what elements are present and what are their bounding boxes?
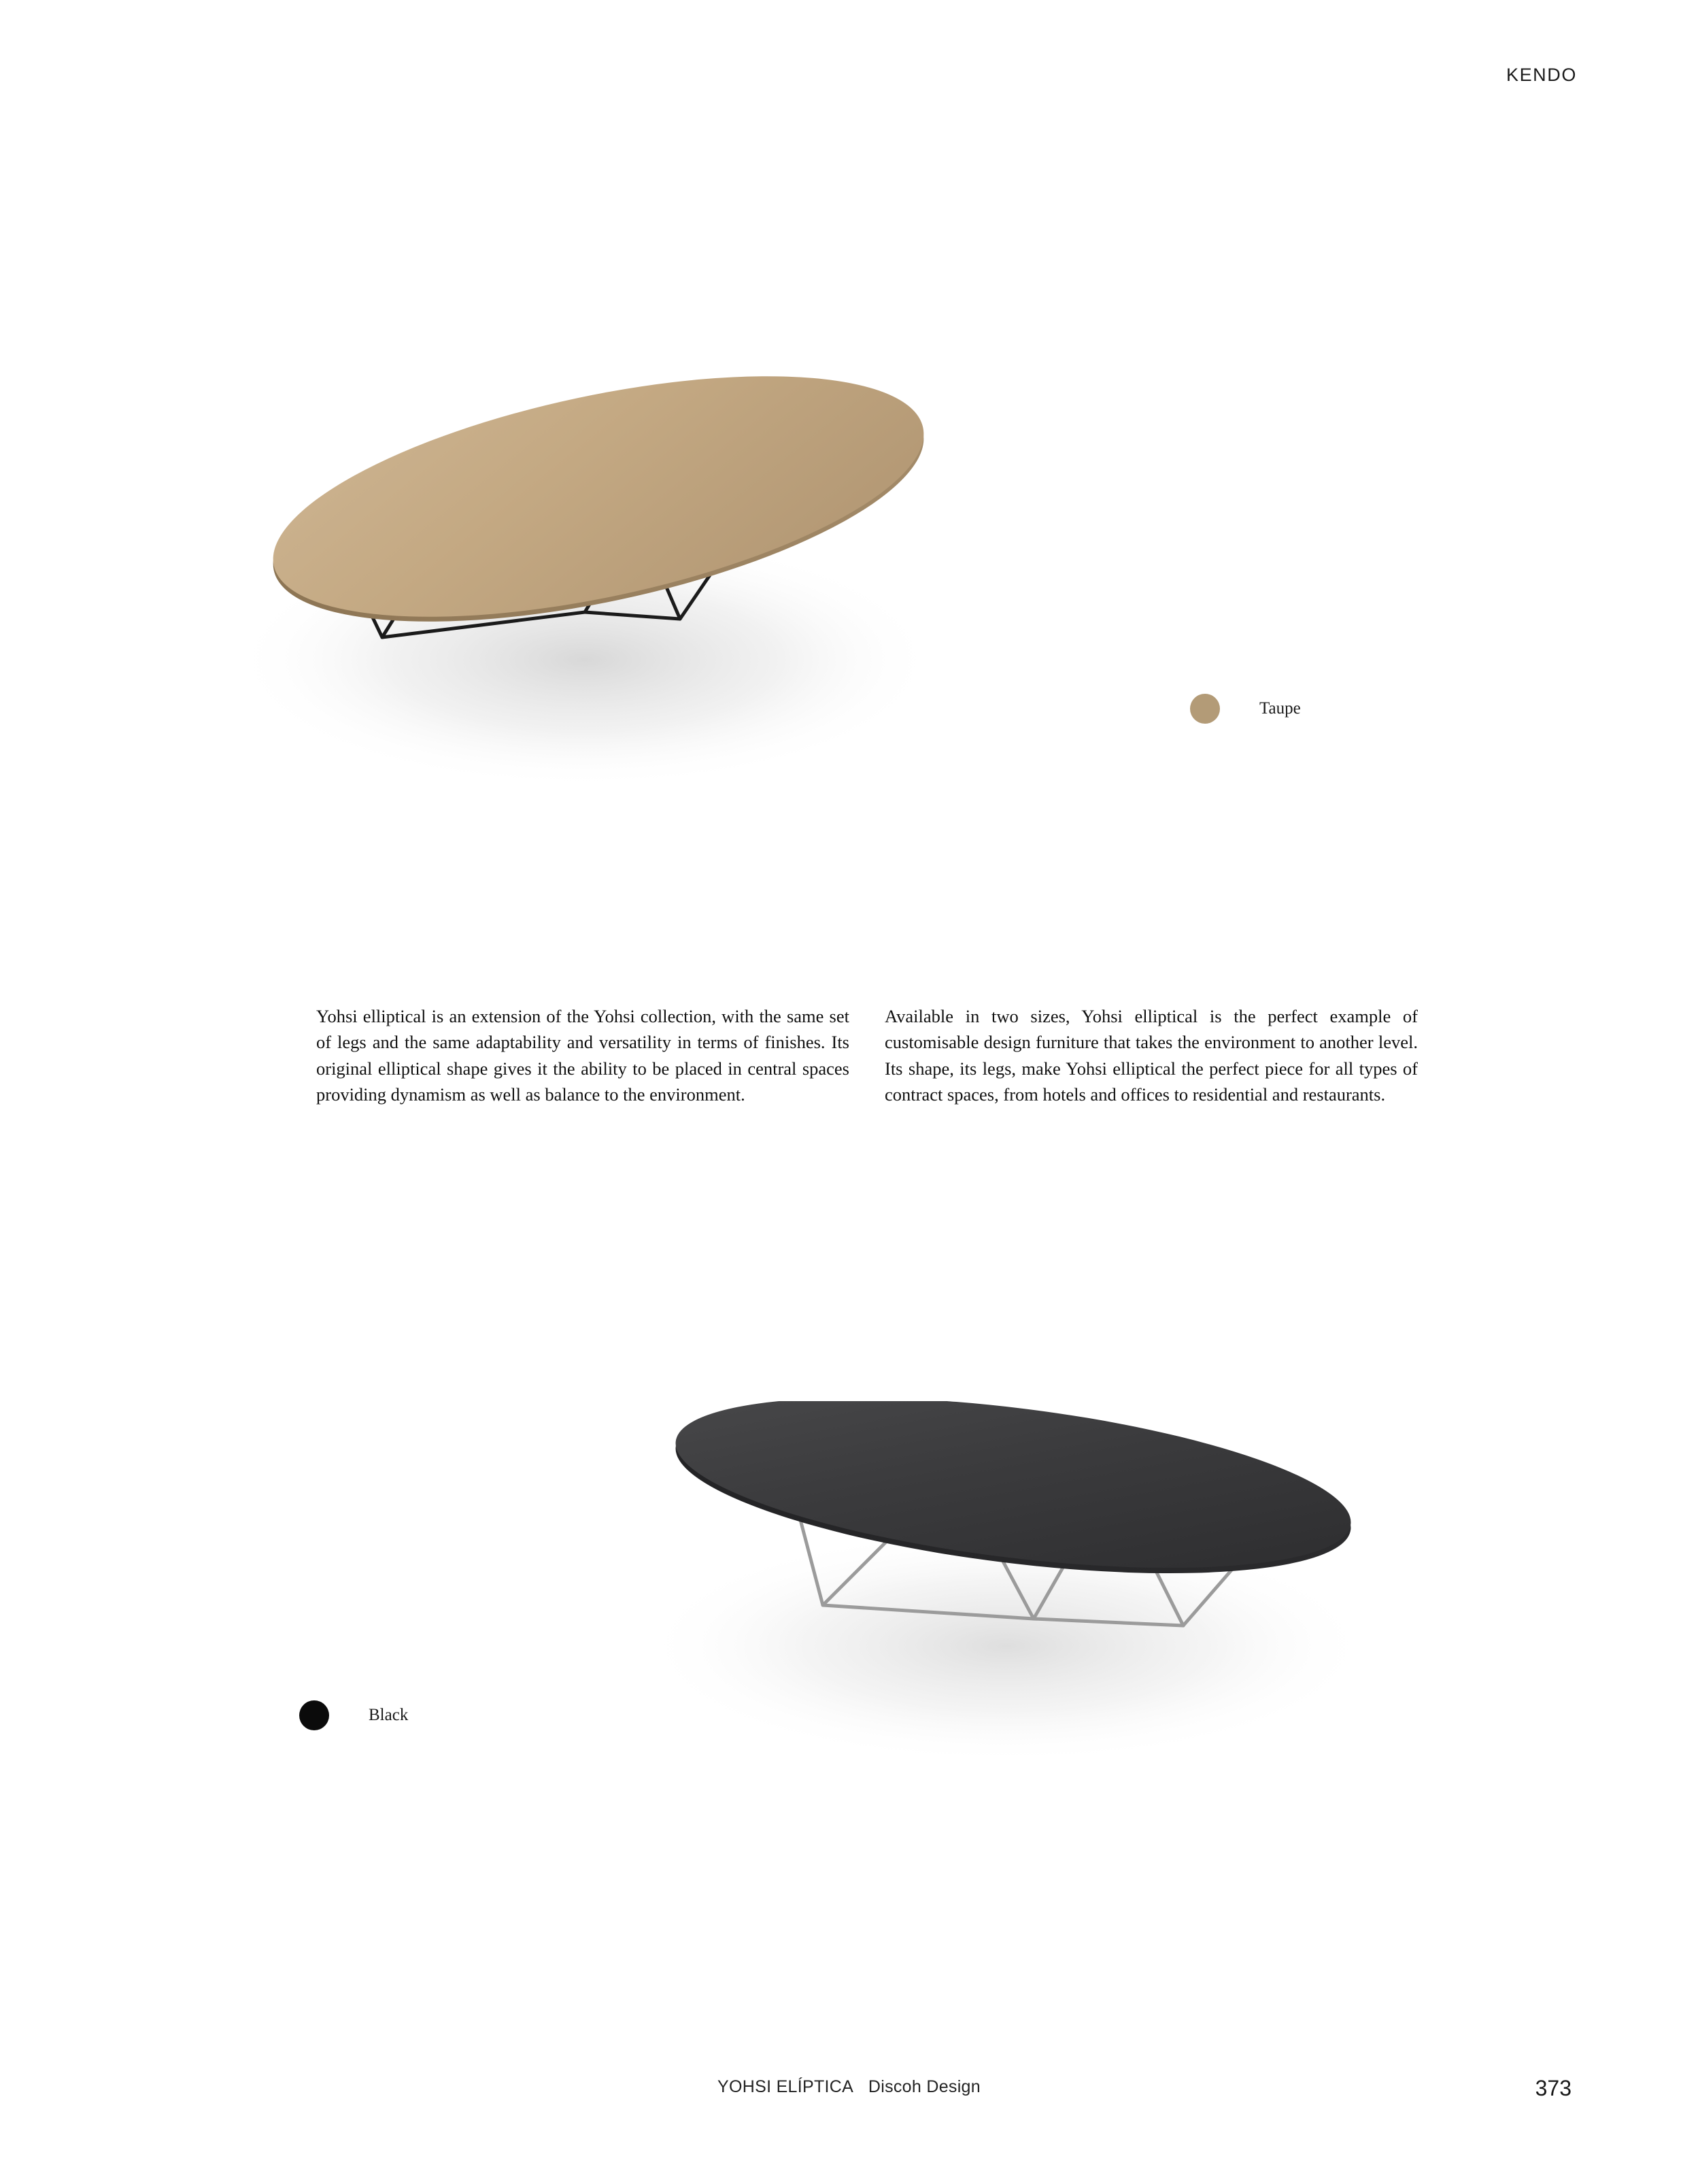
- description-columns: [316, 1003, 1418, 1108]
- description-left: Yohsi elliptical is an extension of the Yohsi collection, with the same set of legs and the same adaptability and versatility in terms of finishes. Its original elliptical shape gives it the ability to be placed in central spaces providing dynamism as well as balance to the environment.: [316, 1006, 849, 1105]
- description-right: Available in two sizes, Yohsi elliptical is the perfect example of customisable design furniture that takes the environment to another level. Its shape, its legs, make Yohsi elliptical the perfect piece for all types of contract spaces, from hotels and offices to residential and restaurants.: [885, 1006, 1418, 1105]
- swatch-dot-taupe: [1190, 694, 1220, 724]
- page-number: 373: [1535, 2076, 1572, 2100]
- footer-model: YOHSI ELÍPTICA: [717, 2077, 854, 2096]
- swatch-label-taupe: Taupe: [1259, 699, 1301, 718]
- footer-designer: Discoh Design: [868, 2077, 981, 2096]
- finish-swatch-black: [299, 1700, 408, 1730]
- swatch-label-black: Black: [369, 1706, 409, 1724]
- brand-logo: KENDO: [1506, 65, 1577, 85]
- footer-caption: [717, 2077, 981, 2097]
- finish-swatch-taupe: [1190, 694, 1301, 724]
- swatch-dot-black: [299, 1700, 329, 1730]
- product-image-taupe: [204, 340, 1006, 837]
- product-image-black: [598, 1401, 1414, 1877]
